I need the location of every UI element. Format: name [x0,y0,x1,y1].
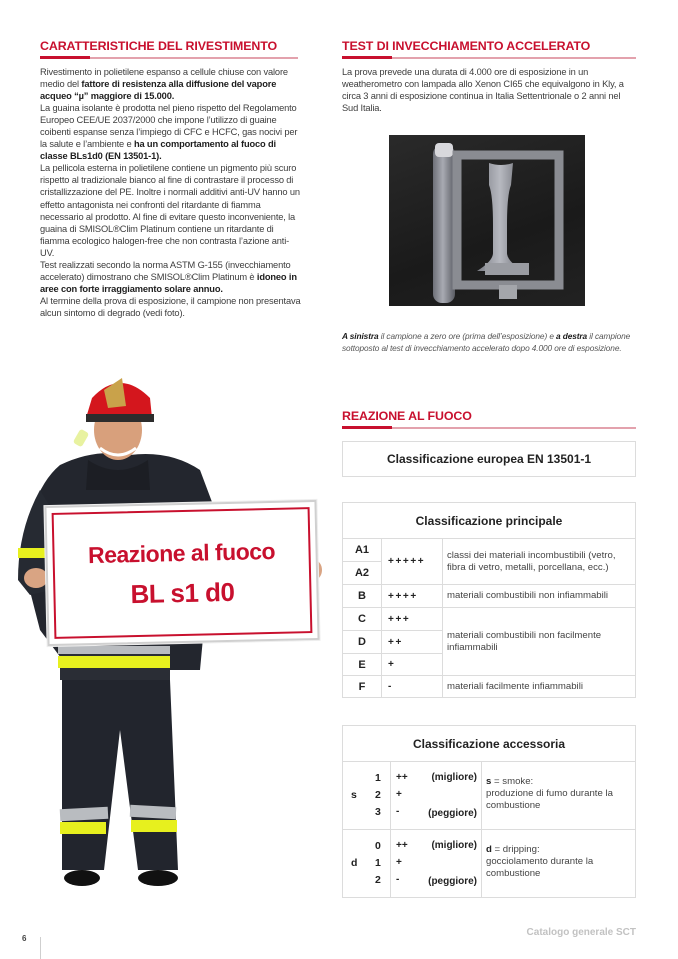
mark: + [396,789,402,800]
level: 3 [375,806,381,818]
section-rule-accent [342,56,392,59]
paragraph: La pellicola esterna in polietilene contiene un pigmento più scuro rispetto al tradizionale bianco al fine di contrastare il processo di cristallizzazione del PE. Inoltre i normali additivi anti-UV hanno un effetto antagonista nei confronti del ritardante di fiamma necessario al prodotto. Al fine di evitare questo inconveniente, la guaina di SMISOL®Clim Platinum contiene un ritardante di fiamma ecologico halogen-free che non contrasta l’azione anti-UV. [40,163,300,258]
mark: - [396,874,400,885]
mark: - [396,806,400,817]
paragraph: Rivestimento in polietilene espanso a cellule chiuse con valore medio del fattore di resistenza alla diffusione del vapore acqueo “µ” maggiore di 15.000. [40,67,288,102]
desc-cell: classi dei materiali incombustibili (vetro, fibra di vetro, metalli, porcellana, ecc.) [443,539,636,585]
level: 1 [375,772,381,784]
aging-test-photo [389,135,585,306]
section-rule-accent [342,426,392,429]
smoke-desc-cell [482,762,636,830]
footer-divider [40,937,41,959]
class-cell: C [343,608,382,631]
dripping-desc-cell [482,830,636,898]
photo-caption: A sinistra il campione a zero ore (prima dell’esposizione) e a destra il campione sottoposto al test di invecchiamento accelerato dopo 4.000 ore di esposizione. [342,331,631,353]
desc-cell: materiali combustibili non facilmente infiammabili [443,608,636,676]
desc-text: gocciolamento durante la combustione [486,856,594,879]
smoke-marks-cell [391,762,482,830]
best-label: (migliore) [431,772,477,783]
level: 2 [375,874,381,886]
sign-line-1: Reazione al fuoco [87,537,276,569]
worst-label: (peggiore) [428,808,477,819]
desc-cell: materiali combustibili non infiammabili [443,585,636,608]
marks-cell: - [382,676,443,698]
sample-photo-illustration [389,135,585,306]
accessory-classification-table [342,725,636,897]
class-cell: E [343,654,382,676]
catalog-name: Catalogo generale SCT [526,927,636,938]
principal-classification-table [342,502,636,698]
mark: ++ [396,772,408,783]
desc-text: produzione di fumo durante la combustione [486,788,613,811]
section-title-reazione: REAZIONE AL FUOCO [342,409,472,423]
standard-box [342,441,636,477]
level: 0 [375,840,381,852]
desc-letter: s [486,776,492,787]
page-number: 6 [22,934,27,943]
class-cell: A1 [343,539,382,562]
desc-eq: = dripping: [491,844,540,855]
invecchiamento-text: La prova prevede una durata di 4.000 ore di esposizione in un weatherometro con lampada allo Xenon CI65 che equivalgono in Kly, a circa 3 anni di esposizione continua in Italia Settentrionale o 2 anni nel Sud Italia. [342,67,624,114]
class-cell: B [343,585,382,608]
level: 2 [375,789,381,801]
section-title-invecchiamento: TEST DI INVECCHIAMENTO ACCELERATO [342,39,591,53]
level: 1 [375,857,381,869]
worst-label: (peggiore) [428,876,477,887]
smoke-levels-cell [343,762,391,830]
desc-cell: materiali facilmente infiammabili [443,676,636,698]
smoke-letter: s [351,789,357,801]
paragraph: Al termine della prova di esposizione, il campione non presentava alcun sintomo di degrado (vedi foto). [40,295,301,318]
desc-letter: d [486,844,492,855]
class-cell: A2 [343,562,382,585]
sign-border [52,507,313,639]
standard-title: Classificazione europea EN 13501-1 [386,452,592,466]
marks-cell: + [382,654,443,676]
class-cell: F [343,676,382,698]
sign-line-2: BL s1 d0 [130,576,235,610]
marks-cell: ++++ [382,585,443,608]
paragraph: Test realizzati secondo la norma ASTM G-155 (invecchiamento accelerato) dimostrano che SMISOL®Clim Platinum è idoneo in aree con forte irraggiamento solare annuo. [40,259,297,294]
best-label: (migliore) [431,840,477,851]
class-cell: D [343,631,382,654]
accessory-title: Classificazione accessoria [343,726,636,762]
desc-eq: = smoke: [491,776,534,787]
dripping-marks-cell [391,830,482,898]
principal-title: Classificazione principale [343,503,636,539]
dripping-letter: d [351,857,358,869]
section-rule-accent [40,56,90,59]
section-title-rivestimento: CARATTERISTICHE DEL RIVESTIMENTO [40,39,278,53]
rivestimento-text [40,66,302,319]
mark: + [396,857,402,868]
dripping-levels-cell [343,830,391,898]
paragraph: La guaina isolante è prodotta nel pieno rispetto del Regolamento Europeo CEE/UE 2037/2000 che impone l’utilizzo di guaine coibenti espanse senza l’impiego di CFC e HCFC, gas nocivi per la salute e l’ambiente e ha un comportamento al fuoco di classe BLs1d0 (EN 13501-1). [40,103,298,162]
mark: ++ [396,840,408,851]
marks-cell: +++ [382,608,443,631]
marks-cell: ++ [382,631,443,654]
marks-cell: +++++ [382,539,443,585]
reaction-to-fire-sign [44,500,319,646]
